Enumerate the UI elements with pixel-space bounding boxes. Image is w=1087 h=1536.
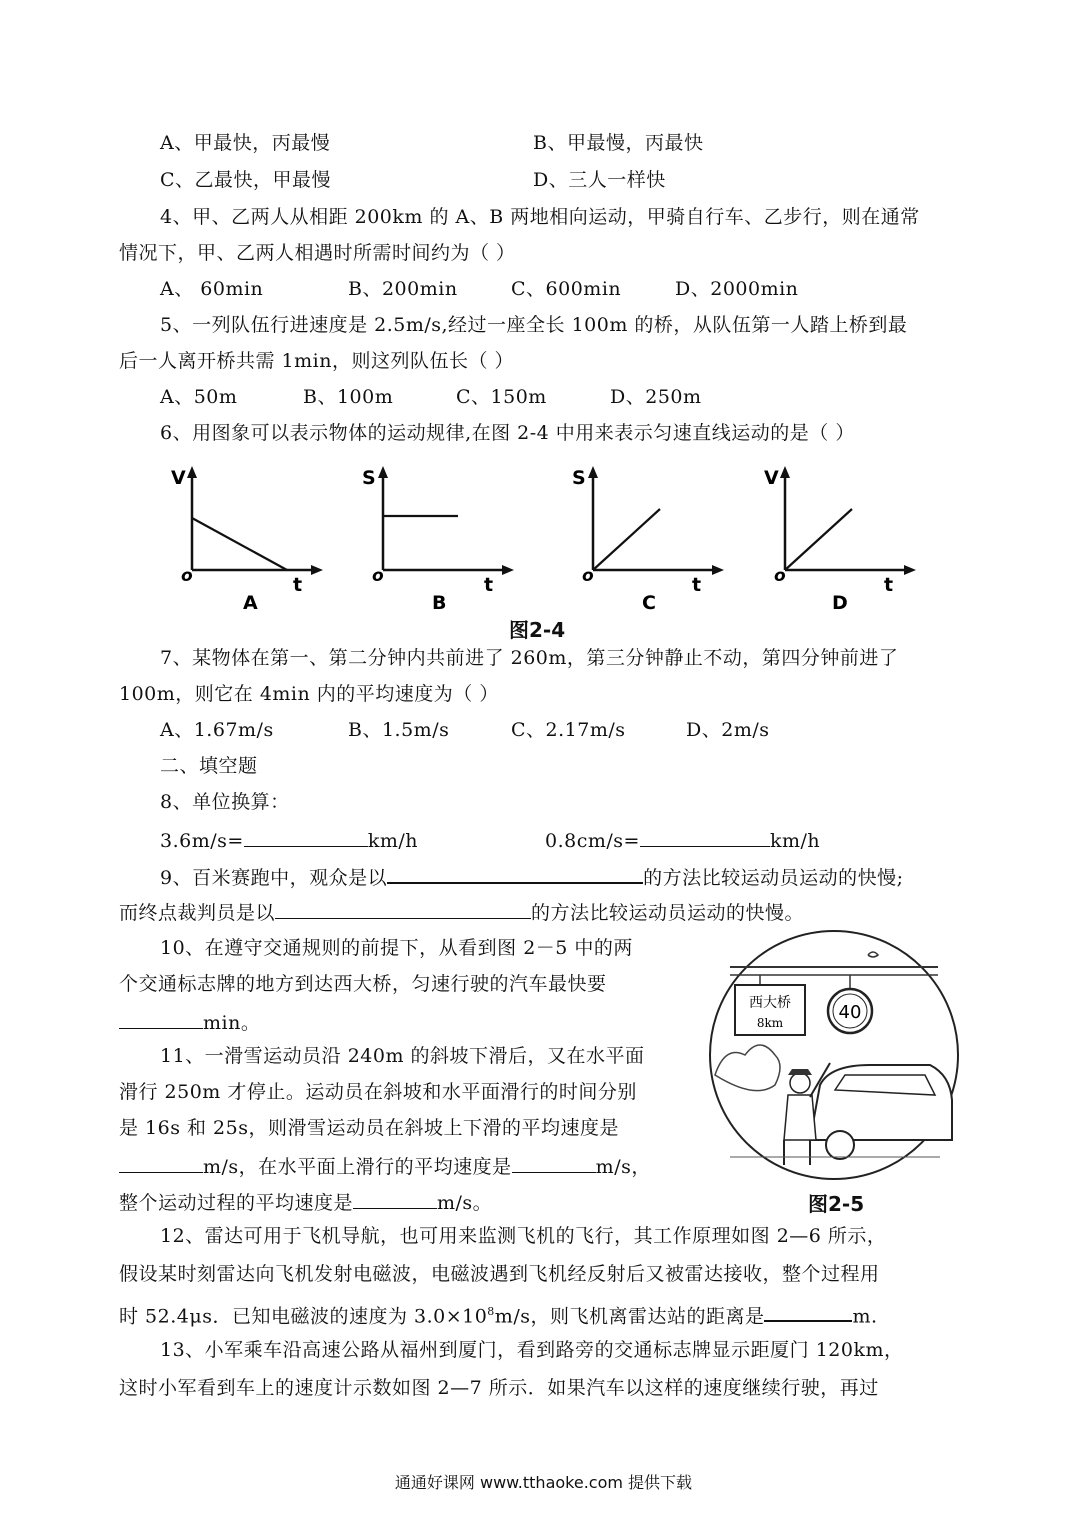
q9-line2-pre: 而终点裁判员是以 (119, 902, 276, 924)
graph-b-origin: o (372, 566, 384, 586)
q11-answer-blank-3[interactable] (353, 1188, 437, 1209)
q11-line5-unit: m/s。 (437, 1192, 493, 1214)
q11-line4-mid: m/s，在水平面上滑行的平均速度是 (203, 1156, 512, 1178)
q8-part-b-label: 0.8cm/s= (545, 830, 640, 852)
q12-text-line2: 假设某时刻雷达向飞机发射电磁波，电磁波遇到飞机经反射后又被雷达接收，整个过程用 (119, 1263, 880, 1285)
q9-line1 (160, 862, 904, 890)
q11-text-line1: 11、一滑雪运动员沿 240m 的斜坡下滑后，又在水平面 (160, 1045, 645, 1067)
graph-d-label: D (832, 592, 848, 612)
q12-answer-blank[interactable] (764, 1300, 852, 1322)
q12-line3-pre: 时 52.4μs．已知电磁波的速度为 3.0×10 (119, 1305, 488, 1328)
q7-text-line2: 100m，则它在 4min 内的平均速度为（ ） (119, 683, 499, 705)
graph-c-x-label: t (692, 574, 702, 596)
graph-a-x-label: t (293, 574, 303, 596)
q11-answer-blank-1[interactable] (119, 1152, 203, 1173)
q7-option-c: C、2.17m/s (511, 719, 626, 741)
q7-option-b: B、1.5m/s (348, 719, 450, 741)
q4-option-b: B、200min (348, 278, 458, 300)
q8-part-b (545, 826, 820, 853)
figure-2-5-caption: 图2-5 (808, 1192, 865, 1216)
q9-line1-pre: 9、百米赛跑中，观众是以 (160, 867, 388, 889)
sign-distance: 8km (756, 1016, 784, 1030)
graph-d-x-label: t (884, 574, 894, 596)
q7-text-line1: 7、某物体在第一、第二分钟内共前进了 260m，第三分钟静止不动，第四分钟前进了 (160, 647, 899, 669)
q12-exponent: 8 (487, 1305, 495, 1318)
q3-option-b: B、甲最慢，丙最快 (533, 132, 704, 154)
sign-bridge-name: 西大桥 (749, 995, 791, 1011)
q11-line4 (119, 1152, 651, 1179)
graph-a-label: A (243, 592, 258, 612)
graph-a (165, 462, 335, 616)
q12-line3-mid: m/s，则飞机离雷达站的距离是 (494, 1305, 765, 1328)
q11-text-line3: 是 16s 和 25s，则滑雪运动员在斜坡上下滑的平均速度是 (119, 1117, 619, 1139)
q9-answer-blank-2[interactable] (275, 898, 531, 919)
figure-2-4-caption: 图2-4 (509, 618, 566, 642)
q4-text-line1: 4、甲、乙两人从相距 200km 的 A、B 两地相向运动，甲骑自行车、乙步行，则在通常 (160, 206, 920, 228)
q6-text-line1: 6、用图象可以表示物体的运动规律,在图 2-4 中用来表示匀速直线运动的是（ ） (160, 422, 855, 444)
graph-b-x-label: t (484, 574, 494, 596)
q11-answer-blank-2[interactable] (512, 1152, 596, 1173)
page-footer: 通通好课网 www.tthaoke.com 提供下载 (394, 1473, 693, 1492)
q4-option-c: C、600min (511, 278, 622, 300)
q4-text-line2: 情况下，甲、乙两人相遇时所需时间约为（ ） (119, 242, 516, 264)
graph-c-origin: o (582, 566, 594, 586)
q12-line3 (119, 1300, 878, 1328)
q4-option-a: A、 60min (160, 278, 264, 300)
figure-2-5-illustration (700, 925, 970, 1180)
q10-line3-unit: min。 (203, 1012, 261, 1034)
graph-b-label: B (432, 592, 447, 612)
q10-answer-blank[interactable] (119, 1008, 203, 1029)
q7-option-d: D、2m/s (686, 719, 770, 741)
q13-text-line1: 13、小军乘车沿高速公路从福州到厦门，看到路旁的交通标志牌显示距厦门 120km， (160, 1339, 904, 1361)
graph-a-y-label: V (171, 467, 186, 489)
q5-option-c: C、150m (456, 386, 547, 408)
graph-d (758, 462, 928, 616)
q5-option-a: A、50m (160, 386, 238, 408)
speed-limit-value: 40 (838, 1002, 862, 1023)
q5-text-line2: 后一人离开桥共需 1min，则这列队伍长（ ） (119, 350, 514, 372)
q9-line2-post: 的方法比较运动员运动的快慢。 (531, 902, 805, 924)
q5-option-d: D、250m (610, 386, 702, 408)
q11-line5-pre: 整个运动过程的平均速度是 (119, 1192, 354, 1214)
q5-option-b: B、100m (303, 386, 394, 408)
q7-option-a: A、1.67m/s (160, 719, 274, 741)
graph-d-origin: o (774, 566, 786, 586)
q9-line1-post: 的方法比较运动员运动的快慢; (643, 867, 904, 889)
q8-title: 8、单位换算： (160, 791, 290, 813)
q9-answer-blank-1[interactable] (387, 862, 643, 884)
q8-answer-blank-a[interactable] (244, 826, 368, 847)
q4-option-d: D、2000min (675, 278, 799, 300)
q8-part-b-unit: km/h (769, 830, 821, 852)
q3-option-a: A、甲最快，丙最慢 (160, 132, 331, 154)
q13-text-line2: 这时小军看到车上的速度计示数如图 2—7 所示．如果汽车以这样的速度继续行驶，再过 (119, 1377, 879, 1399)
graph-b-y-label: S (362, 467, 376, 489)
graph-c-y-label: S (572, 467, 586, 489)
graph-d-y-label: V (764, 467, 779, 489)
q8-answer-blank-b[interactable] (640, 826, 770, 847)
q10-line3 (119, 1008, 260, 1035)
q10-text-line2: 个交通标志牌的地方到达西大桥，匀速行驶的汽车最快要 (119, 973, 607, 995)
q8-part-a (160, 826, 418, 853)
graph-b (358, 462, 528, 616)
graph-a-origin: o (181, 566, 193, 586)
q11-text-line2: 滑行 250m 才停止。运动员在斜坡和水平面滑行的时间分别 (119, 1081, 637, 1103)
q8-part-a-label: 3.6m/s= (160, 830, 244, 852)
q8-part-a-unit: km/h (367, 830, 418, 852)
q12-line3-unit: m. (852, 1305, 878, 1328)
q10-text-line1: 10、在遵守交通规则的前提下，从看到图 2－5 中的两 (160, 937, 633, 959)
q11-line5 (119, 1188, 492, 1215)
q9-line2 (119, 898, 804, 925)
q5-text-line1: 5、一列队伍行进速度是 2.5m/s,经过一座全长 100m 的桥，从队伍第一人踏上桥到最 (160, 314, 908, 336)
q3-option-d: D、三人一样快 (533, 169, 666, 191)
q12-text-line1: 12、雷达可用于飞机导航，也可用来监测飞机的飞行，其工作原理如图 2—6 所示， (160, 1225, 887, 1247)
graph-c (566, 462, 736, 616)
q3-option-c: C、乙最快，甲最慢 (160, 169, 332, 191)
graph-c-label: C (642, 592, 656, 612)
q11-line4-end: m/s， (595, 1156, 651, 1178)
section-heading-fill-in: 二、填空题 (160, 755, 258, 777)
